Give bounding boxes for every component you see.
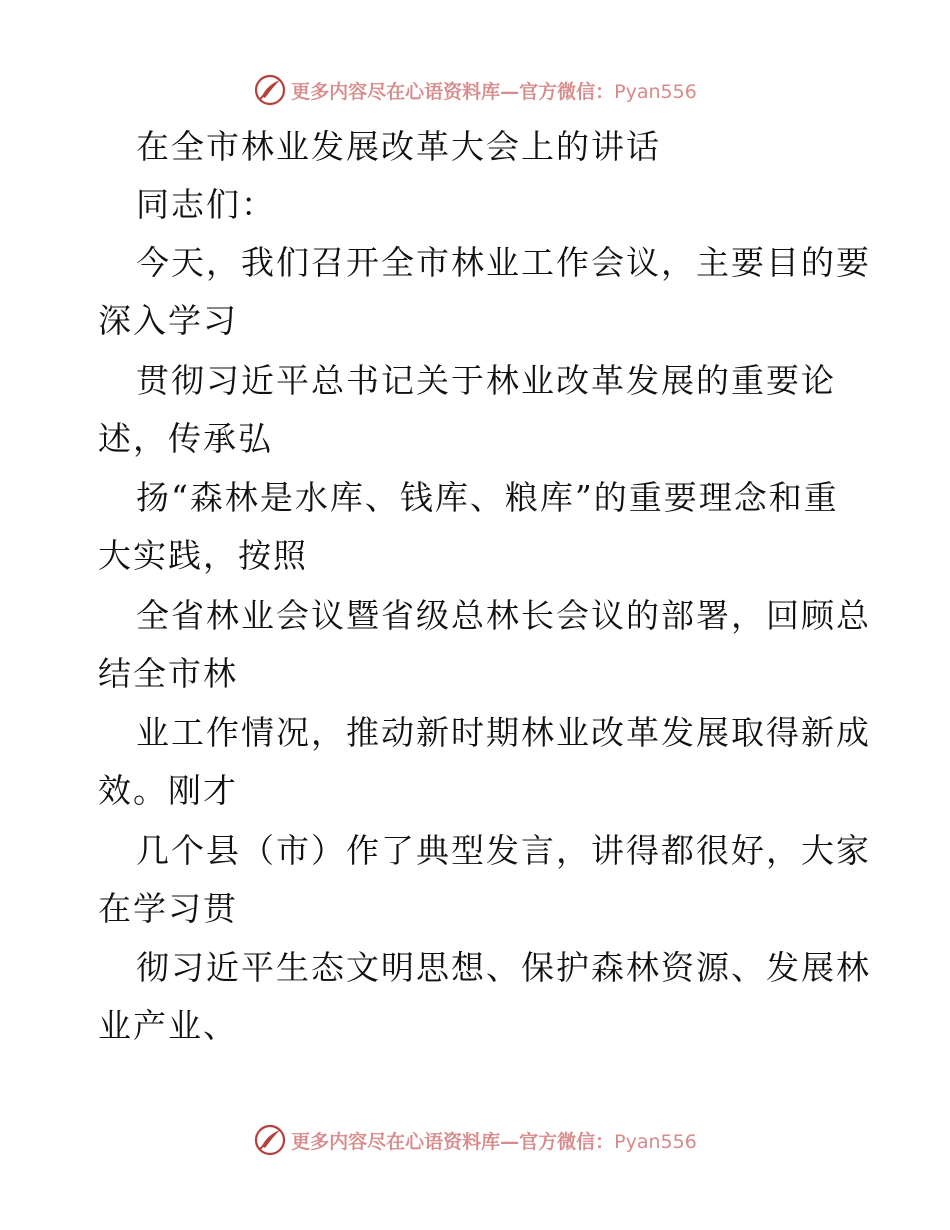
paragraph-line: 深入学习 (98, 301, 238, 340)
paragraph-line: 彻习近平生态文明思想、保护森林资源、发展林 (136, 948, 871, 987)
watermark-slogan: 更多内容尽在心语资料库—官方微信： (291, 1130, 615, 1153)
paragraph-line: 业产业、 (98, 1006, 238, 1045)
paragraph-line: 大实践，按照 (98, 536, 308, 575)
header-watermark-banner (0, 70, 950, 110)
wechat-id: Pyan556 (614, 1130, 697, 1153)
paragraph-line: 效。刚才 (98, 771, 238, 810)
document-title: 在全市林业发展改革大会上的讲话 (136, 127, 661, 166)
wechat-id: Pyan556 (614, 80, 697, 103)
paragraph-line: 业工作情况，推动新时期林业改革发展取得新成 (136, 713, 871, 752)
paragraph-line: 述，传承弘 (98, 419, 273, 458)
paragraph-line: 几个县（市）作了典型发言，讲得都很好，大家 (136, 831, 871, 870)
paragraph-line: 全省林业会议暨省级总林长会议的部署，回顾总 (136, 596, 871, 635)
watermark-text (291, 77, 697, 104)
paragraph-line: 今天，我们召开全市林业工作会议，主要目的要 (136, 243, 871, 282)
paragraph-line: 贯彻习近平总书记关于林业改革发展的重要论 (136, 361, 836, 400)
brush-pen-logo-icon (253, 1123, 287, 1157)
footer-watermark-banner (0, 1120, 950, 1160)
paragraph-line: 扬“森林是水库、钱库、粮库”的重要理念和重 (136, 478, 839, 517)
brush-pen-logo-icon (253, 73, 287, 107)
watermark-text (291, 1127, 697, 1154)
paragraph-line: 结全市林 (98, 654, 238, 693)
watermark-slogan: 更多内容尽在心语资料库—官方微信： (291, 80, 615, 103)
salutation: 同志们： (136, 185, 276, 224)
paragraph-line: 在学习贯 (98, 889, 238, 928)
